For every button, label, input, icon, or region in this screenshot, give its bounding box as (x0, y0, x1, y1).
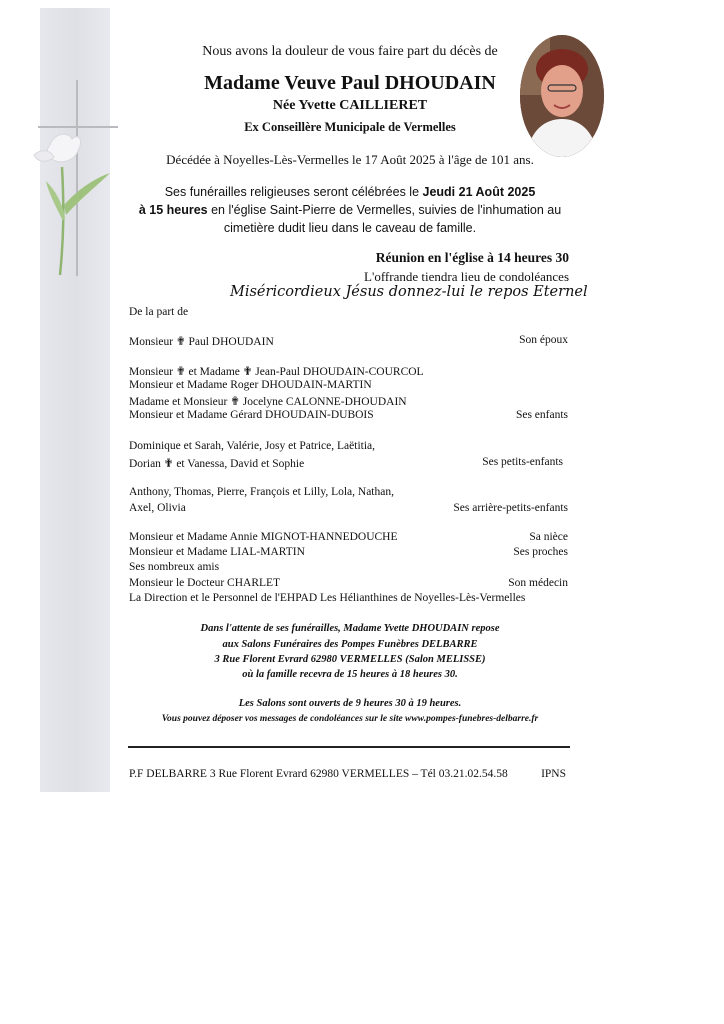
family-other: La Direction et le Personnel de l'EHPAD Les Hélianthines de Noyelles-Lès-Vermelles (129, 592, 526, 604)
offrande-text: L'offrande tiendra lieu de condoléances (364, 269, 569, 284)
death-notice: Décédée à Noyelles-Lès-Vermelles le 17 Août 2025 à l'âge de 101 ans. (166, 152, 534, 167)
reunion-text: Réunion en l'église à 14 heures 30 (375, 250, 569, 265)
prayer-text: Miséricordieux Jésus donnez-lui le repos Eternel (230, 284, 588, 300)
family-other: Monsieur et Madame LIAL-MARTIN (129, 546, 305, 558)
family-other: Monsieur et Madame Annie MIGNOT-HANNEDOUCHE (129, 531, 398, 543)
footer-address: P.F DELBARRE 3 Rue Florent Evrard 62980 VERMELLES – Tél 03.21.02.54.58 (129, 768, 508, 780)
condoleances-site: Vous pouvez déposer vos messages de condoléances sur le site www.pompes-funebres-delbarre.fr (161, 714, 539, 724)
family-other: Ses nombreux amis (129, 561, 220, 573)
deceased-role: Ex Conseillère Municipale de Vermelles (244, 120, 456, 134)
family-arriere-petit-enfant: Anthony, Thomas, Pierre, François et Lilly, Lola, Nathan, (129, 486, 394, 498)
relation-other: Son médecin (508, 577, 568, 589)
relation-other: Sa nièce (529, 531, 568, 543)
attente-line-1: Dans l'attente de ses funérailles, Madame Yvette DHOUDAIN repose (200, 623, 500, 634)
footer-ipns: IPNS (541, 768, 566, 780)
attente-line-3: 3 Rue Florent Evrard 62980 VERMELLES (Salon MELISSE) (214, 654, 486, 665)
funeral-line-1: Ses funérailles religieuses seront célébrées le Jeudi 21 Août 2025 (164, 185, 536, 199)
family-epoux: Monsieur ✟ Paul DHOUDAIN (129, 336, 274, 348)
family-enfant: Monsieur ✟ et Madame ✟ Jean-Paul DHOUDAIN-COURCOL (129, 366, 424, 378)
family-enfant: Monsieur et Madame Gérard DHOUDAIN-DUBOIS (129, 409, 374, 421)
salons-hours: Les Salons sont ouverts de 9 heures 30 à 19 heures. (238, 698, 462, 709)
relation-other: Ses proches (513, 546, 568, 558)
relation-petits-enfants: Ses petits-enfants (482, 456, 563, 468)
tulip-icon (20, 125, 120, 285)
relation-enfants: Ses enfants (515, 409, 568, 421)
intro-text: Nous avons la douleur de vous faire part du décès de (202, 44, 498, 59)
family-petit-enfant: Dorian ✟ et Vanessa, David et Sophie (129, 458, 305, 470)
funeral-line-2: à 15 heures en l'église Saint-Pierre de Vermelles, suivies de l'inhumation au (138, 203, 562, 217)
attente-line-4: où la famille recevra de 15 heures à 18 heures 30. (242, 669, 458, 680)
family-other: Monsieur le Docteur CHARLET (129, 577, 281, 589)
attente-line-2: aux Salons Funéraires des Pompes Funèbres DELBARRE (222, 639, 478, 650)
maiden-name: Née Yvette CAILLIERET (272, 98, 428, 113)
family-enfant: Madame et Monsieur ✟ Jocelyne CALONNE-DHOUDAIN (129, 396, 407, 408)
deceased-name: Madame Veuve Paul DHOUDAIN (204, 72, 496, 94)
family-petit-enfant: Dominique et Sarah, Valérie, Josy et Patrice, Laëtitia, (129, 440, 376, 452)
family-enfant: Monsieur et Madame Roger DHOUDAIN-MARTIN (129, 379, 372, 391)
relation-arriere-petits-enfants: Ses arrière-petits-enfants (453, 502, 568, 514)
family-arriere-petit-enfant: Axel, Olivia (129, 502, 186, 514)
relation-epoux: Son époux (519, 334, 568, 346)
divider (128, 746, 570, 748)
de-la-part-label: De la part de (129, 306, 189, 318)
funeral-line-3: cimetière dudit lieu dans le caveau de famille. (223, 221, 477, 235)
